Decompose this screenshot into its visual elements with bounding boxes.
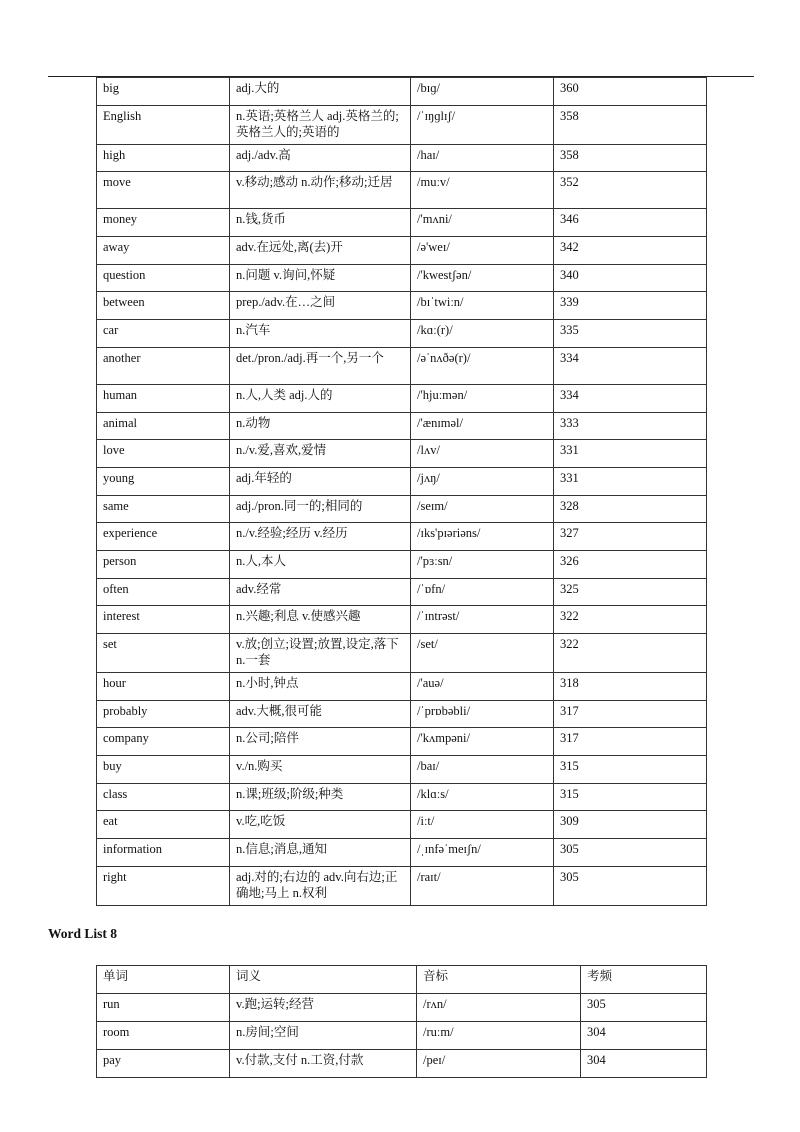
frequency-cell: 333 [554,412,707,440]
phonetic-cell: /baɪ/ [411,756,554,784]
frequency-cell: 322 [554,606,707,634]
phonetic-cell: /ˈɪntrəst/ [411,606,554,634]
word-cell: company [97,728,230,756]
table-row [97,412,707,440]
table-row [97,811,707,839]
word-cell: interest [97,606,230,634]
meaning-cell: adj./pron.同一的;相同的 [230,495,411,523]
phonetic-cell: /'auə/ [411,673,554,701]
meaning-cell: n.兴趣;利息 v.使感兴趣 [230,606,411,634]
meaning-cell: n.信息;消息,通知 [230,839,411,867]
word-cell: person [97,550,230,578]
word-cell: same [97,495,230,523]
table-row [97,320,707,348]
meaning-cell: adj./adv.高 [230,144,411,172]
frequency-cell: 331 [554,467,707,495]
table-row [97,783,707,811]
phonetic-cell: /'mʌni/ [411,209,554,237]
meaning-cell: n.动物 [230,412,411,440]
meaning-cell: adv.大概,很可能 [230,700,411,728]
phonetic-cell: /peɪ/ [417,1050,581,1078]
frequency-cell: 327 [554,523,707,551]
table-row [97,866,707,905]
phonetic-cell: /'pɜːsn/ [411,550,554,578]
meaning-cell: adj.年轻的 [230,467,411,495]
phonetic-cell: /'hjuːmən/ [411,384,554,412]
word-cell: another [97,347,230,384]
word-cell: probably [97,700,230,728]
meaning-cell: n.课;班级;阶级;种类 [230,783,411,811]
word-cell: move [97,172,230,209]
word-cell: run [97,994,230,1022]
meaning-cell: n.公司;陪伴 [230,728,411,756]
phonetic-cell: /haɪ/ [411,144,554,172]
table-row [97,578,707,606]
header-phonetic: 音标 [417,966,581,994]
frequency-cell: 340 [554,264,707,292]
phonetic-cell: /raɪt/ [411,866,554,905]
frequency-cell: 322 [554,634,707,673]
phonetic-cell: /seɪm/ [411,495,554,523]
phonetic-cell: /ruːm/ [417,1022,581,1050]
frequency-cell: 346 [554,209,707,237]
word-cell: hour [97,673,230,701]
table-row [97,1022,707,1050]
table-row [97,237,707,265]
table-row [97,673,707,701]
meaning-cell: n.汽车 [230,320,411,348]
frequency-cell: 358 [554,144,707,172]
header-meaning: 词义 [230,966,417,994]
word-cell: love [97,440,230,468]
table-row [97,144,707,172]
table-row [97,78,707,106]
word-cell: car [97,320,230,348]
frequency-cell: 326 [554,550,707,578]
phonetic-cell: /əˈnʌðə(r)/ [411,347,554,384]
meaning-cell: adv.经常 [230,578,411,606]
phonetic-cell: /set/ [411,634,554,673]
frequency-cell: 305 [581,994,707,1022]
frequency-cell: 305 [554,866,707,905]
meaning-cell: n.问题 v.询问,怀疑 [230,264,411,292]
word-cell: away [97,237,230,265]
word-cell: money [97,209,230,237]
meaning-cell: n.小时,钟点 [230,673,411,701]
word-cell: right [97,866,230,905]
frequency-cell: 328 [554,495,707,523]
phonetic-cell: /ˈɒfn/ [411,578,554,606]
meaning-cell: n./v.经验;经历 v.经历 [230,523,411,551]
word-cell: information [97,839,230,867]
header-word: 单词 [97,966,230,994]
meaning-cell: v.跑;运转;经营 [230,994,417,1022]
meaning-cell: adj.大的 [230,78,411,106]
table-row [97,700,707,728]
word-cell: eat [97,811,230,839]
word-cell: question [97,264,230,292]
vocabulary-table [96,77,707,906]
meaning-cell: n.钱,货币 [230,209,411,237]
frequency-cell: 318 [554,673,707,701]
table-row [97,634,707,673]
table-row [97,172,707,209]
phonetic-cell: /ə'weɪ/ [411,237,554,265]
meaning-cell: n.人,本人 [230,550,411,578]
header-frequency: 考频 [581,966,707,994]
word-cell: high [97,144,230,172]
table-row [97,523,707,551]
table-row [97,994,707,1022]
table-row [97,292,707,320]
frequency-cell: 304 [581,1050,707,1078]
table-header-row [97,966,707,994]
phonetic-cell: /ˈprɒbəbli/ [411,700,554,728]
phonetic-cell: /klɑːs/ [411,783,554,811]
table-row [97,209,707,237]
word-cell: buy [97,756,230,784]
word-cell: human [97,384,230,412]
meaning-cell: v.移动;感动 n.动作;移动;迁居 [230,172,411,209]
word-cell: set [97,634,230,673]
phonetic-cell: /ɪks'pɪəriəns/ [411,523,554,551]
frequency-cell: 325 [554,578,707,606]
word-cell: experience [97,523,230,551]
frequency-cell: 305 [554,839,707,867]
table-row [97,440,707,468]
frequency-cell: 304 [581,1022,707,1050]
phonetic-cell: /muːv/ [411,172,554,209]
table-row [97,347,707,384]
frequency-cell: 360 [554,78,707,106]
meaning-cell: adv.在远处,离(去)开 [230,237,411,265]
phonetic-cell: /ˌɪnfəˈmeɪʃn/ [411,839,554,867]
frequency-cell: 352 [554,172,707,209]
word-cell: often [97,578,230,606]
phonetic-cell: /bɪɡ/ [411,78,554,106]
meaning-cell: v.付款,支付 n.工资,付款 [230,1050,417,1078]
meaning-cell: n.房间;空间 [230,1022,417,1050]
meaning-cell: v.吃,吃饭 [230,811,411,839]
table-row [97,495,707,523]
meaning-cell: det./pron./adj.再一个,另一个 [230,347,411,384]
word-cell: between [97,292,230,320]
phonetic-cell: /iːt/ [411,811,554,839]
meaning-cell: v.放;创立;设置;放置,设定,落下 n.一套 [230,634,411,673]
frequency-cell: 317 [554,700,707,728]
phonetic-cell: /bɪˈtwiːn/ [411,292,554,320]
word-cell: big [97,78,230,106]
meaning-cell: v./n.购买 [230,756,411,784]
vocabulary-table-word-list-8 [96,965,707,1078]
table-row [97,839,707,867]
table-row [97,550,707,578]
phonetic-cell: /lʌv/ [411,440,554,468]
frequency-cell: 342 [554,237,707,265]
frequency-cell: 309 [554,811,707,839]
table-row [97,264,707,292]
table-row [97,105,707,144]
phonetic-cell: /'kʌmpəni/ [411,728,554,756]
table-row [97,756,707,784]
frequency-cell: 334 [554,384,707,412]
frequency-cell: 339 [554,292,707,320]
meaning-cell: adj.对的;右边的 adv.向右边;正确地;马上 n.权利 [230,866,411,905]
word-cell: room [97,1022,230,1050]
word-cell: class [97,783,230,811]
frequency-cell: 331 [554,440,707,468]
frequency-cell: 334 [554,347,707,384]
section-heading: Word List 8 [48,926,118,941]
phonetic-cell: /'kwestʃən/ [411,264,554,292]
table-row [97,606,707,634]
table-row [97,467,707,495]
phonetic-cell: /'ænɪməl/ [411,412,554,440]
table-row [97,1050,707,1078]
meaning-cell: prep./adv.在…之间 [230,292,411,320]
meaning-cell: n.人,人类 adj.人的 [230,384,411,412]
frequency-cell: 315 [554,756,707,784]
frequency-cell: 335 [554,320,707,348]
frequency-cell: 315 [554,783,707,811]
meaning-cell: n./v.爱,喜欢,爱情 [230,440,411,468]
frequency-cell: 317 [554,728,707,756]
meaning-cell: n.英语;英格兰人 adj.英格兰的;英格兰人的;英语的 [230,105,411,144]
frequency-cell: 358 [554,105,707,144]
table-row [97,728,707,756]
word-cell: English [97,105,230,144]
word-cell: young [97,467,230,495]
phonetic-cell: /ˈɪŋɡlɪʃ/ [411,105,554,144]
phonetic-cell: /jʌŋ/ [411,467,554,495]
phonetic-cell: /rʌn/ [417,994,581,1022]
phonetic-cell: /kɑː(r)/ [411,320,554,348]
word-cell: animal [97,412,230,440]
table-row [97,384,707,412]
word-cell: pay [97,1050,230,1078]
